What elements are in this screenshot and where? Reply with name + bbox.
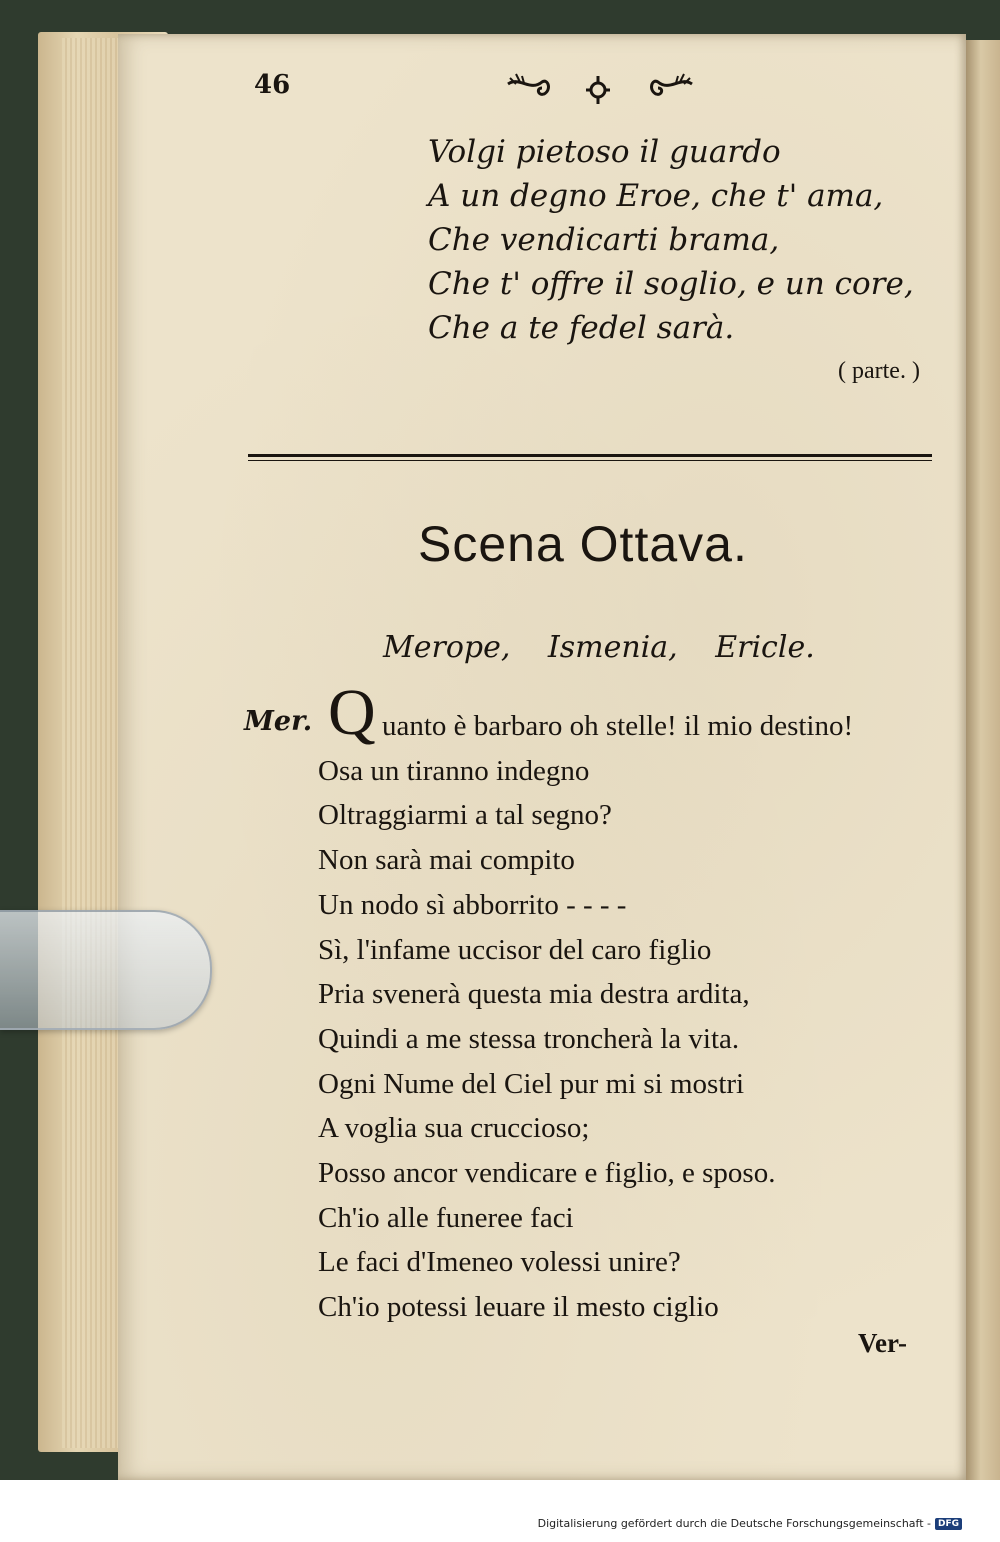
speech-line: uanto è barbaro oh stelle! il mio destino! [382,710,854,742]
speech-line: Ogni Nume del Ciel pur mi si mostri [318,1067,745,1100]
digitization-credit [538,1517,962,1530]
speech-line: Posso ancor vendicare e figlio, e sposo. [318,1157,776,1190]
scene-characters: Merope, Ismenia, Ericle. [383,630,815,665]
stage-direction: ( parte. ) [838,358,920,384]
verse-line: A un degno Eroe, che t' ama, [428,178,884,214]
footer-strip [0,1480,1000,1542]
speech-line: Oltraggiarmi a tal segno? [318,799,612,832]
glass-page-clip [0,910,212,1030]
verse-block [428,130,914,350]
speech-line: Non sarà mai compito [318,844,575,877]
catchword: Ver- [858,1328,907,1358]
speaker-label: Mer. [244,706,313,737]
speech-line: Osa un tiranno indegno [318,754,590,787]
dfg-logo: DFG [935,1518,962,1530]
speech-block [318,704,853,1330]
page-number: 46 [254,70,291,100]
ornament-icon [500,70,700,106]
verse-line: Che vendicarti brama, [428,222,780,258]
speech-line: Ch'io potessi leuare il mesto ciglio [318,1291,719,1324]
speech-line: Ch'io alle funeree faci [318,1201,574,1234]
speech-line: A voglia sua crucciosо; [318,1112,590,1145]
speech-line: Sì, l'infame uccisor del caro figlio [318,933,712,966]
speech-line: Le faci d'Imeneo volessi unire? [318,1246,681,1279]
verse-line: Che t' offre il soglio, e un core, [428,266,914,302]
speech-line: Pria svenerà questa mia destra ardita, [318,978,750,1011]
credit-text: Digitalisierung gefördert durch die Deutsche Forschungsgemeinschaft - [537,1517,931,1530]
speech-line: Quindi a me stessa troncherà la vita. [318,1022,740,1055]
divider-rule [248,454,932,457]
scene-title: Scena Ottava. [418,516,748,572]
verse-line: Volgi pietoso il guardo [428,134,781,170]
divider-rule-thin [248,460,932,461]
speech-line: Un nodo sì abborrito - - - - [318,888,627,921]
verse-line: Che a te fedel sarà. [428,310,735,346]
drop-initial: Q [328,676,376,749]
